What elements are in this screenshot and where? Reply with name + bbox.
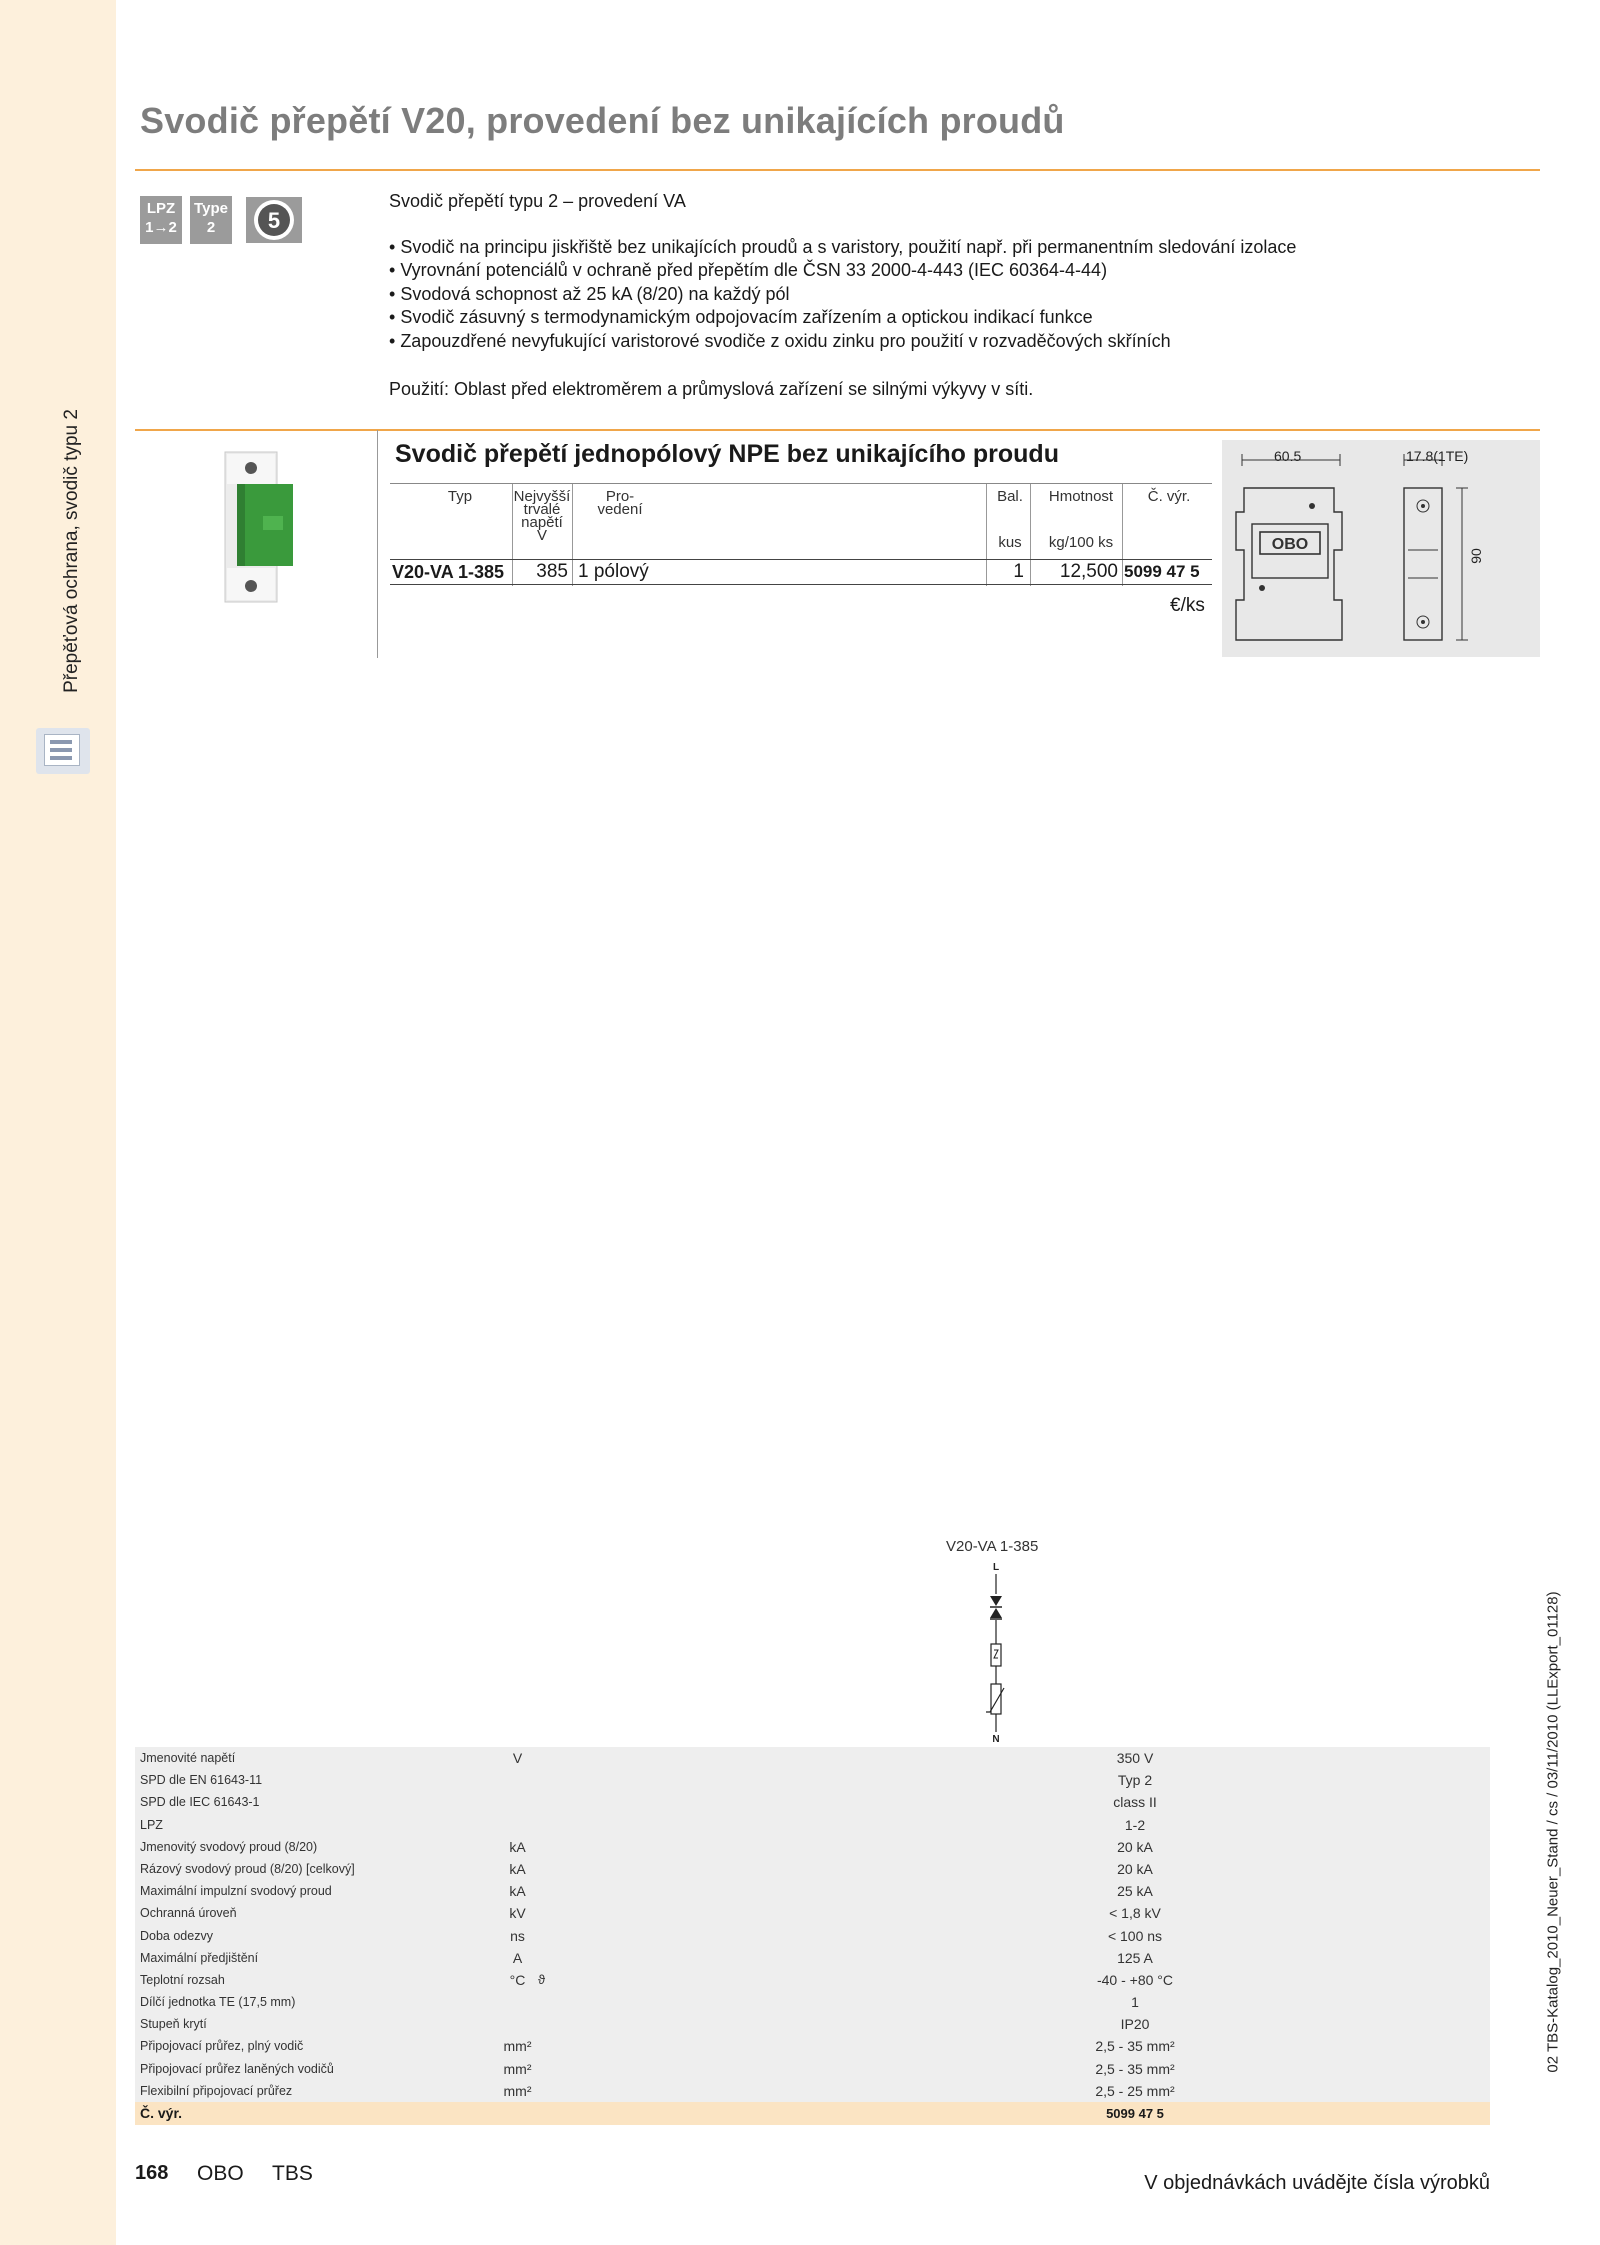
- dimension-height-label: 90: [1467, 548, 1484, 564]
- spec-label: Teplotní rozsah: [140, 1972, 225, 1987]
- dimension-drawing-svg: [1222, 440, 1540, 657]
- spec-unit: mm²: [503, 2038, 532, 2055]
- dimension-depth-label: 17.8(1TE): [1406, 448, 1469, 464]
- spec-value: < 100 ns: [1107, 1927, 1163, 1944]
- section-divider: [135, 429, 1540, 431]
- usage-note: Použití: Oblast před elektroměrem a průmyslová zařízení se silnými výkyvy v síti.: [389, 379, 1034, 399]
- spec-row: [135, 1858, 1490, 1880]
- header-voltage-line: trvalé: [523, 501, 561, 518]
- type-badge: [190, 196, 232, 244]
- lpz-badge-line1: LPZ: [146, 200, 176, 217]
- side-vertical-title: Přepěťová ochrana, svodič typu 2: [61, 409, 82, 693]
- spec-value: 1-2: [1124, 1816, 1146, 1833]
- dimension-drawing: [1222, 440, 1540, 657]
- spec-value: 2,5 - 25 mm²: [1095, 2082, 1175, 2099]
- lpz-badge: [140, 196, 182, 244]
- feature-item: • Svodič na principu jiskřiště bez unikajících proudů a s varistory, použití např. při permanentním sledování izolace: [389, 236, 1529, 260]
- spec-unit: A: [512, 1949, 523, 1966]
- spec-row: [135, 1991, 1490, 2013]
- spec-value: 20 kA: [1117, 1860, 1153, 1877]
- spec-row: [135, 1925, 1490, 1947]
- spec-label: Maximální předjištění: [140, 1950, 259, 1965]
- spec-row: [135, 1747, 1490, 1769]
- spec-value: 2,5 - 35 mm²: [1095, 2060, 1175, 2077]
- spec-value: 1: [1131, 1994, 1139, 2011]
- header-typ: Typ: [447, 488, 473, 505]
- header-execution: [590, 490, 650, 516]
- header-weight-unit: kg/100 ks: [1048, 534, 1114, 551]
- feature-item: • Svodová schopnost až 25 kA (8/20) na každý pól: [389, 283, 1529, 307]
- spec-unit: kA: [509, 1860, 526, 1877]
- feature-list: [389, 236, 1529, 354]
- row-typ: V20-VA 1-385: [392, 562, 505, 582]
- type-badge-line2: 2: [206, 219, 216, 236]
- spec-table-footer: [135, 2102, 1490, 2125]
- footer-brand: OBO: [197, 2162, 244, 2185]
- spec-label: Ochranná úroveň: [140, 1906, 237, 1921]
- spec-unit: ns: [510, 1927, 525, 1944]
- row-pack: 1: [1013, 561, 1024, 582]
- spec-value: 350 V: [1116, 1750, 1154, 1766]
- spec-label: SPD dle EN 61643-11: [140, 1773, 263, 1788]
- spec-unit: kA: [509, 1883, 526, 1900]
- spec-row: [135, 2080, 1490, 2102]
- spec-label: SPD dle IEC 61643-1: [140, 1795, 260, 1810]
- header-voltage-line: napětí: [521, 514, 563, 531]
- table-row-rule: [390, 584, 1212, 585]
- spec-unit: kV: [509, 1905, 526, 1922]
- spec-row: [135, 2058, 1490, 2080]
- row-voltage: 385: [536, 561, 568, 582]
- dimension-logo: OBO: [1271, 536, 1309, 553]
- warranty-seal-icon: [246, 197, 302, 243]
- column-divider: [1122, 484, 1123, 586]
- page-number: 168: [135, 2162, 169, 2184]
- spec-label: Rázový svodový proud (8/20) [celkový]: [140, 1861, 355, 1876]
- header-pack: Bal.: [997, 488, 1023, 505]
- feature-item: • Vyrovnání potenciálů v ochraně před přepětím dle ČSN 33 2000-4-443 (IEC 60364-4-44): [389, 259, 1529, 283]
- header-execution-line: Pro-: [605, 488, 635, 505]
- lpz-badge-line2: 1→2: [145, 219, 177, 236]
- description-subtitle: Svodič přepětí typu 2 – provedení VA: [389, 191, 686, 211]
- spec-unit: V: [512, 1750, 523, 1766]
- header-execution-line: vedení: [597, 501, 643, 518]
- warranty-seal-number: 5: [267, 208, 281, 233]
- section-thumbnail-icon: [36, 728, 90, 774]
- page-title: Svodič přepětí V20, provedení bez unikajících proudů: [140, 100, 1065, 141]
- product-description: [389, 190, 1529, 402]
- export-code: 02 TBS-Katalog_2010_Neuer_Stand / cs / 03/11/2010 (LLExport_01128): [1544, 1591, 1562, 2073]
- spec-label: LPZ: [140, 1817, 163, 1832]
- product-table-title-rule: [390, 483, 1212, 484]
- row-article: 5099 47 5: [1124, 562, 1200, 581]
- column-divider: [512, 484, 513, 586]
- spec-label: Dílčí jednotka TE (17,5 mm): [140, 1995, 296, 2010]
- spec-unit: mm²: [503, 2060, 532, 2077]
- product-table-title: Svodič přepětí jednopólový NPE bez unikajícího proudu: [395, 440, 1059, 468]
- header-article: Č. výr.: [1147, 488, 1191, 505]
- circuit-top-label: L: [992, 1562, 1000, 1573]
- spec-value: 2,5 - 35 mm²: [1095, 2038, 1175, 2055]
- price-unit: €/ks: [1170, 595, 1205, 616]
- spec-row: [135, 1836, 1490, 1858]
- spec-value: 25 kA: [1117, 1883, 1153, 1900]
- row-execution: 1 pólový: [578, 561, 649, 582]
- spec-value: < 1,8 kV: [1109, 1905, 1161, 1922]
- spec-value: IP20: [1120, 2016, 1150, 2033]
- header-voltage-line: Nejvyšší: [513, 488, 571, 505]
- spec-row: [135, 1969, 1490, 1991]
- dimension-width-label: 60.5: [1274, 448, 1302, 464]
- circuit-bottom-label: N: [992, 1734, 1000, 1745]
- spec-value: class II: [1113, 1794, 1157, 1811]
- spec-row: [135, 2035, 1490, 2057]
- spec-label: Flexibilní připojovací průřez: [140, 2083, 293, 2098]
- spec-value: -40 - +80 °C: [1096, 1971, 1174, 1988]
- type-badge-line1: Type: [194, 200, 228, 217]
- header-voltage-line: V: [536, 527, 547, 544]
- spec-table: [135, 1747, 1490, 2102]
- table-header-rule: [390, 559, 1212, 560]
- spec-label: Jmenovité napětí: [140, 1751, 236, 1765]
- spec-value: 125 A: [1117, 1949, 1153, 1966]
- header-pack-unit: kus: [998, 534, 1022, 551]
- spec-row: [135, 1769, 1490, 1791]
- column-divider: [572, 484, 573, 586]
- spec-label: Připojovací průřez, plný vodič: [140, 2039, 304, 2054]
- spec-value: Typ 2: [1117, 1772, 1153, 1789]
- column-divider: [1030, 484, 1031, 586]
- spec-unit: °C: [509, 1971, 526, 1988]
- table-left-rule: [377, 430, 378, 658]
- spec-row: [135, 1947, 1490, 1969]
- spec-row: [135, 1880, 1490, 1902]
- footer-section: TBS: [272, 2162, 313, 2185]
- spec-row: [135, 1791, 1490, 1813]
- spec-footer-label: Č. výr.: [140, 2105, 183, 2121]
- circuit-title: V20-VA 1-385: [946, 1538, 1039, 1555]
- spec-label: Stupeň krytí: [140, 2017, 207, 2032]
- order-note: V objednávkách uvádějte čísla výrobků: [1144, 2172, 1490, 2194]
- spec-unit: mm²: [503, 2082, 532, 2099]
- column-divider: [986, 484, 987, 586]
- header-weight: Hmotnost: [1048, 488, 1114, 505]
- circuit-diagram: [930, 1532, 1060, 1752]
- row-weight: 12,500: [1059, 561, 1118, 582]
- spec-label: Jmenovitý svodový proud (8/20): [140, 1839, 318, 1854]
- spec-row: [135, 1814, 1490, 1836]
- title-divider: [135, 169, 1540, 171]
- spec-symbol: ϑ: [538, 1971, 546, 1987]
- spec-row: [135, 2013, 1490, 2035]
- feature-item: • Zapouzdřené nevyfukující varistorové svodiče z oxidu zinku pro použití v rozvaděčových skříních: [389, 330, 1529, 354]
- spec-value: 20 kA: [1117, 1838, 1153, 1855]
- spec-row: [135, 1902, 1490, 1924]
- spec-unit: kA: [509, 1838, 526, 1855]
- spec-label: Připojovací průřez laněných vodičů: [140, 2061, 334, 2076]
- side-band: [0, 0, 116, 2245]
- surge-arrester-photo: [223, 450, 295, 604]
- spec-label: Doba odezvy: [140, 1928, 213, 1943]
- header-voltage: [512, 490, 572, 542]
- feature-item: • Svodič zásuvný s termodynamickým odpojovacím zařízením a optickou indikací funkce: [389, 306, 1529, 330]
- spec-footer-value: 5099 47 5: [1106, 2106, 1164, 2121]
- spec-label: Maximální impulzní svodový proud: [140, 1884, 332, 1899]
